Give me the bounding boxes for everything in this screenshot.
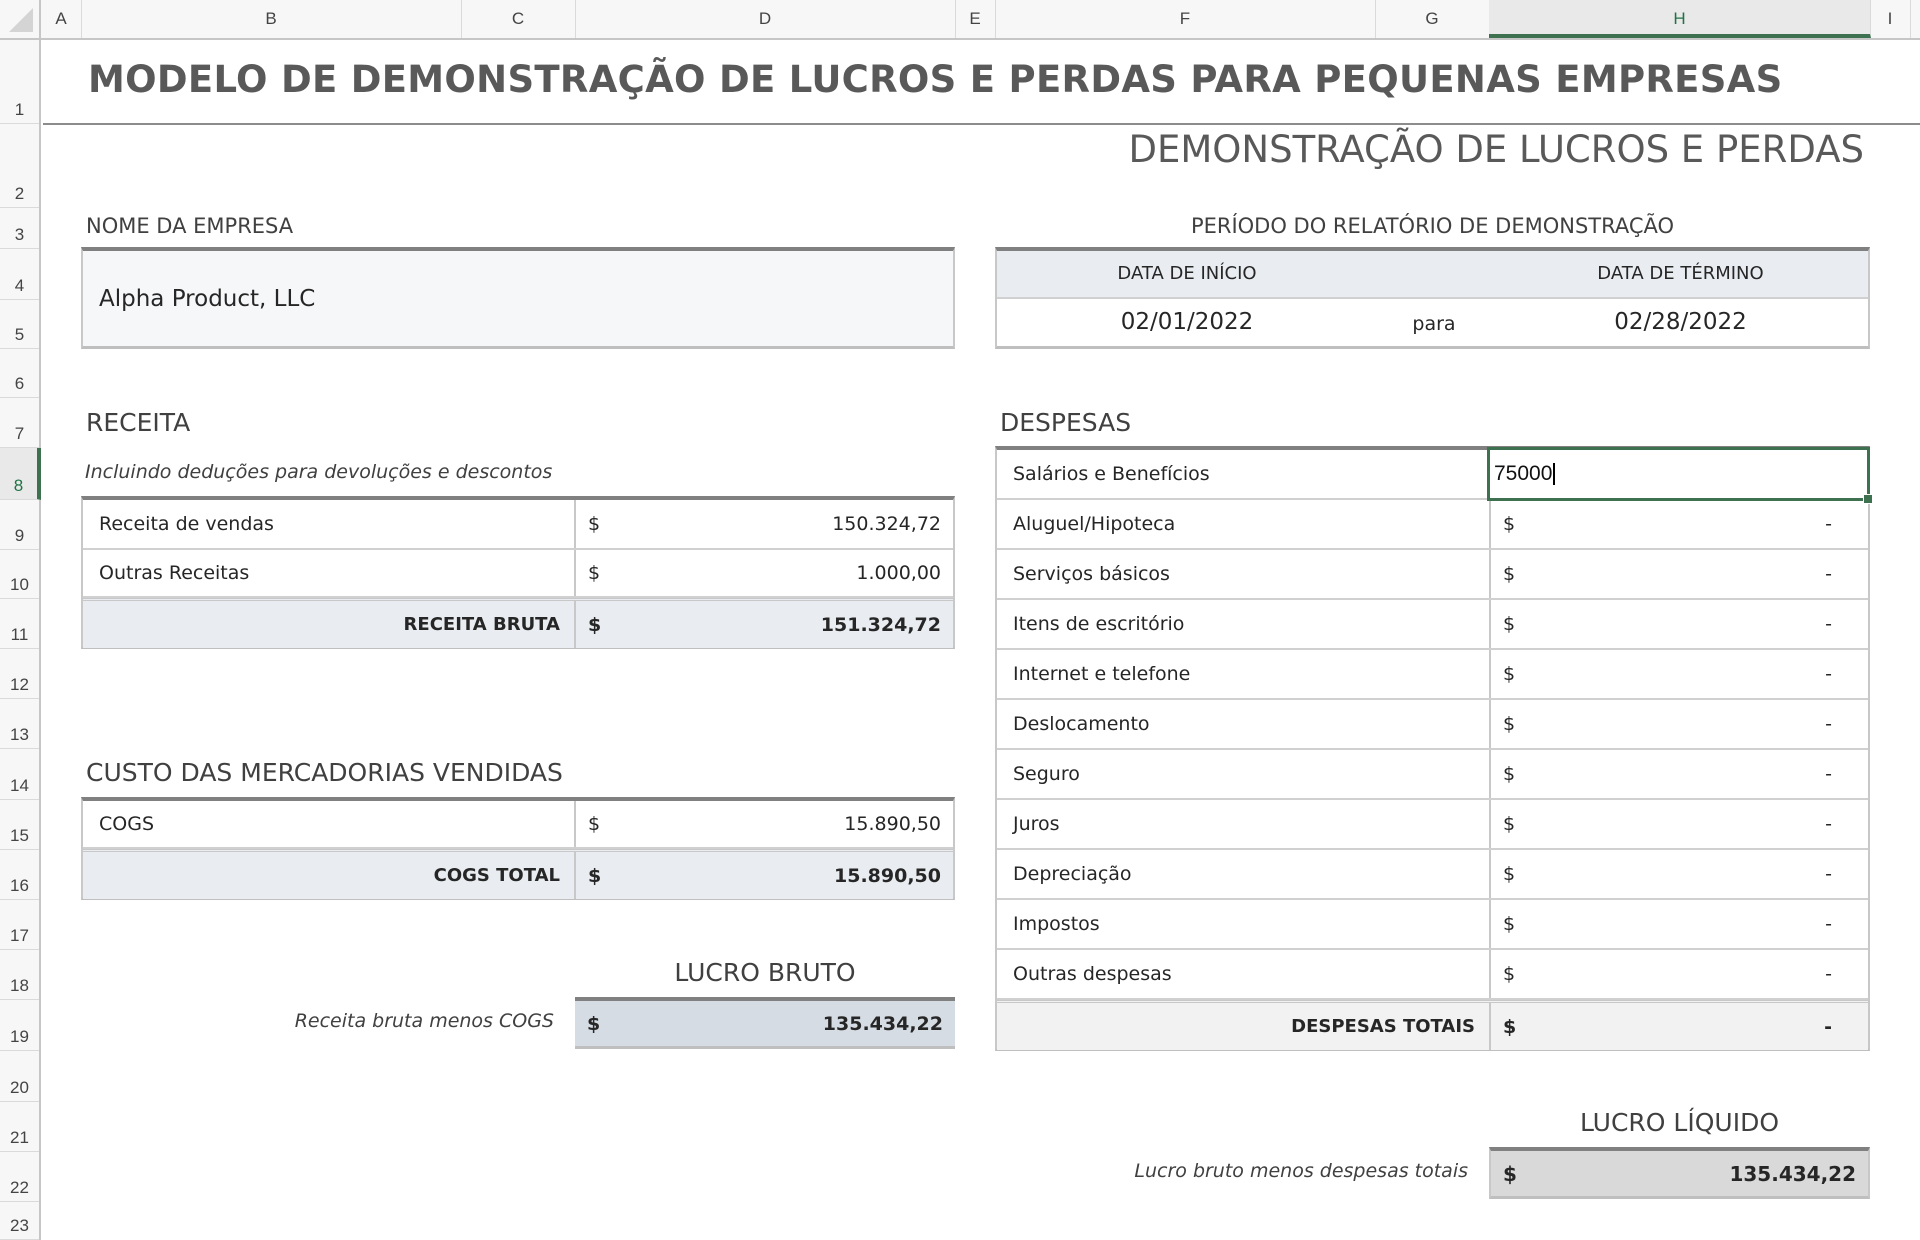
expense-item-label[interactable]: Itens de escritório — [997, 600, 1491, 648]
expense-item-value: - — [1825, 613, 1832, 635]
expense-item-label[interactable]: Impostos — [997, 900, 1491, 948]
column-header-a[interactable]: A — [41, 0, 82, 38]
net-profit-note: Lucro bruto menos despesas totais — [1134, 1160, 1468, 1182]
expense-item-value: - — [1825, 513, 1832, 535]
expense-row — [997, 700, 1868, 750]
row-header-9[interactable]: 9 — [0, 500, 39, 550]
text-cursor — [1553, 463, 1555, 485]
revenue-item-value: 150.324,72 — [832, 513, 941, 535]
revenue-item-label[interactable]: Outras Receitas — [83, 550, 576, 596]
currency-symbol: $ — [1503, 863, 1516, 885]
currency-symbol: $ — [1503, 963, 1516, 985]
row-header-14[interactable]: 14 — [0, 749, 39, 800]
revenue-total-row — [83, 598, 953, 648]
gross-profit-note: Receita bruta menos COGS — [294, 1010, 554, 1032]
expense-item-amount[interactable] — [1491, 600, 1868, 648]
currency-symbol: $ — [588, 613, 602, 636]
expense-row — [997, 550, 1868, 600]
row-header-4[interactable]: 4 — [0, 249, 39, 300]
row-header-13[interactable]: 13 — [0, 699, 39, 749]
currency-symbol: $ — [1503, 613, 1516, 635]
expense-item-amount[interactable] — [1491, 550, 1868, 598]
expenses-section-title: DESPESAS — [1000, 408, 1132, 437]
row-header-1[interactable]: 1 — [0, 40, 39, 124]
expenses-total-value: - — [1824, 1015, 1832, 1038]
cogs-total-amount — [576, 852, 953, 899]
revenue-note: Incluindo deduções para devoluções e descontos — [85, 461, 553, 483]
expense-item-value: - — [1825, 713, 1832, 735]
expense-row — [997, 950, 1868, 1000]
title-divider — [43, 123, 1920, 125]
column-header-g[interactable]: G — [1375, 0, 1490, 38]
expense-item-label[interactable]: Depreciação — [997, 850, 1491, 898]
column-header-bar — [0, 0, 1920, 40]
row-header-11[interactable]: 11 — [0, 599, 39, 649]
expenses-table — [995, 446, 1870, 1051]
currency-symbol: $ — [588, 864, 602, 887]
expense-item-amount[interactable] — [1491, 900, 1868, 948]
column-header-i[interactable]: I — [1870, 0, 1911, 38]
cell-edit-value: 75000 — [1494, 462, 1553, 485]
row-header-21[interactable]: 21 — [0, 1102, 39, 1152]
revenue-total-amount — [576, 601, 953, 648]
column-header-d[interactable]: D — [575, 0, 956, 38]
expense-item-value: - — [1825, 813, 1832, 835]
cogs-item-label[interactable]: COGS — [83, 801, 576, 847]
select-all-triangle-icon — [9, 8, 33, 32]
report-period-label: PERÍODO DO RELATÓRIO DE DEMONSTRAÇÃO — [1190, 214, 1675, 238]
column-header-f[interactable]: F — [995, 0, 1376, 38]
expense-item-label[interactable]: Serviços básicos — [997, 550, 1491, 598]
start-date-field[interactable]: 02/01/2022 — [1120, 309, 1254, 335]
fill-handle[interactable] — [1863, 494, 1873, 504]
expense-item-amount[interactable] — [1491, 700, 1868, 748]
revenue-item-value: 1.000,00 — [856, 562, 941, 584]
row-header-20[interactable]: 20 — [0, 1051, 39, 1102]
expense-item-label[interactable]: Outras despesas — [997, 950, 1491, 998]
row-header-16[interactable]: 16 — [0, 850, 39, 900]
gross-profit-box — [575, 997, 955, 1049]
revenue-table — [81, 496, 955, 649]
expense-row — [997, 650, 1868, 700]
row-header-3[interactable]: 3 — [0, 208, 39, 249]
expense-item-value: - — [1825, 913, 1832, 935]
row-header-bar — [0, 40, 41, 1240]
row-header-23[interactable]: 23 — [0, 1202, 39, 1240]
start-date-label: DATA DE INÍCIO — [1117, 263, 1257, 284]
expense-item-value: - — [1825, 563, 1832, 585]
expense-row — [997, 750, 1868, 800]
report-period-table — [995, 247, 1870, 349]
revenue-total-value: 151.324,72 — [820, 613, 941, 636]
net-profit-box — [1489, 1147, 1870, 1199]
row-header-12[interactable]: 12 — [0, 649, 39, 699]
cogs-total-value: 15.890,50 — [834, 864, 941, 887]
expense-item-label[interactable]: Aluguel/Hipoteca — [997, 500, 1491, 548]
column-header-c[interactable]: C — [461, 0, 576, 38]
cogs-table — [81, 797, 955, 900]
currency-symbol: $ — [1503, 813, 1516, 835]
row-header-2[interactable]: 2 — [0, 124, 39, 208]
active-cell-h8[interactable] — [1487, 447, 1870, 501]
currency-symbol: $ — [1503, 713, 1516, 735]
row-header-10[interactable]: 10 — [0, 550, 39, 599]
row-header-18[interactable]: 18 — [0, 950, 39, 1000]
gross-profit-value: 135.434,22 — [822, 1012, 943, 1035]
expense-item-amount[interactable] — [1491, 800, 1868, 848]
expense-item-amount[interactable] — [1491, 750, 1868, 798]
period-header-row — [997, 251, 1868, 299]
expense-item-label[interactable]: Salários e Benefícios — [997, 450, 1491, 498]
expense-item-value: - — [1825, 863, 1832, 885]
currency-symbol: $ — [1503, 763, 1516, 785]
expense-row — [997, 800, 1868, 850]
expense-item-value: - — [1825, 663, 1832, 685]
revenue-section-title: RECEITA — [86, 408, 191, 437]
currency-symbol: $ — [1503, 513, 1516, 535]
end-date-field[interactable]: 02/28/2022 — [1614, 309, 1747, 335]
expense-row — [997, 900, 1868, 950]
cogs-item-value: 15.890,50 — [844, 813, 941, 835]
row-header-15[interactable]: 15 — [0, 800, 39, 850]
cogs-total-row — [83, 849, 953, 899]
expense-item-amount[interactable] — [1491, 950, 1868, 998]
net-profit-title: LUCRO LÍQUIDO — [1579, 1108, 1779, 1137]
net-profit-value: 135.434,22 — [1729, 1161, 1856, 1186]
revenue-row — [83, 550, 953, 598]
revenue-item-amount[interactable] — [576, 550, 953, 596]
expense-item-value: - — [1825, 963, 1832, 985]
cogs-row — [83, 801, 953, 849]
cogs-section-title: CUSTO DAS MERCADORIAS VENDIDAS — [86, 758, 563, 787]
cogs-total-label: COGS TOTAL — [83, 852, 576, 899]
currency-symbol: $ — [1503, 1161, 1517, 1186]
revenue-total-label: RECEITA BRUTA — [83, 601, 576, 648]
expense-item-label[interactable]: Deslocamento — [997, 700, 1491, 748]
page-subtitle: DEMONSTRAÇÃO DE LUCROS E PERDAS — [1128, 128, 1864, 171]
expenses-total-amount — [1491, 1003, 1868, 1050]
currency-symbol: $ — [1503, 563, 1516, 585]
currency-symbol: $ — [1503, 663, 1516, 685]
period-connector: para — [1412, 313, 1456, 335]
expenses-total-label: DESPESAS TOTAIS — [997, 1003, 1491, 1050]
row-header-22[interactable]: 22 — [0, 1152, 39, 1202]
currency-symbol: $ — [588, 513, 601, 535]
row-header-17[interactable]: 17 — [0, 900, 39, 950]
currency-symbol: $ — [588, 813, 601, 835]
expense-item-amount[interactable] — [1491, 850, 1868, 898]
expense-row — [997, 600, 1868, 650]
expense-item-label[interactable]: Internet e telefone — [997, 650, 1491, 698]
expense-item-amount[interactable] — [1491, 650, 1868, 698]
currency-symbol: $ — [587, 1012, 601, 1035]
expense-item-label[interactable]: Seguro — [997, 750, 1491, 798]
expenses-total-row — [997, 1000, 1868, 1050]
column-header-e[interactable]: E — [955, 0, 996, 38]
expense-row — [997, 500, 1868, 550]
revenue-item-label[interactable]: Receita de vendas — [83, 500, 576, 548]
company-name-label: NOME DA EMPRESA — [86, 214, 294, 238]
row-header-6[interactable]: 6 — [0, 349, 39, 398]
row-header-19[interactable]: 19 — [0, 1000, 39, 1051]
currency-symbol: $ — [1503, 913, 1516, 935]
expense-row — [997, 850, 1868, 900]
select-all-button[interactable] — [0, 0, 41, 38]
cogs-item-amount[interactable] — [576, 801, 953, 847]
currency-symbol: $ — [588, 562, 601, 584]
end-date-label: DATA DE TÉRMINO — [1597, 263, 1764, 284]
expense-item-label[interactable]: Juros — [997, 800, 1491, 848]
row-header-5[interactable]: 5 — [0, 300, 39, 349]
expense-item-value: - — [1825, 763, 1832, 785]
page-title: MODELO DE DEMONSTRAÇÃO DE LUCROS E PERDAS PARA PEQUENAS EMPRESAS — [88, 58, 1783, 101]
row-header-7[interactable]: 7 — [0, 398, 39, 448]
row-header-8[interactable]: 8 — [0, 448, 41, 500]
company-name-value: Alpha Product, LLC — [99, 285, 316, 312]
currency-symbol: $ — [1503, 1015, 1517, 1038]
gross-profit-title: LUCRO BRUTO — [674, 958, 856, 987]
company-name-field[interactable] — [81, 247, 955, 349]
revenue-item-amount[interactable] — [576, 500, 953, 548]
revenue-row — [83, 500, 953, 550]
column-header-b[interactable]: B — [81, 0, 462, 38]
column-header-h[interactable]: H — [1489, 0, 1871, 38]
expense-item-amount[interactable] — [1491, 500, 1868, 548]
